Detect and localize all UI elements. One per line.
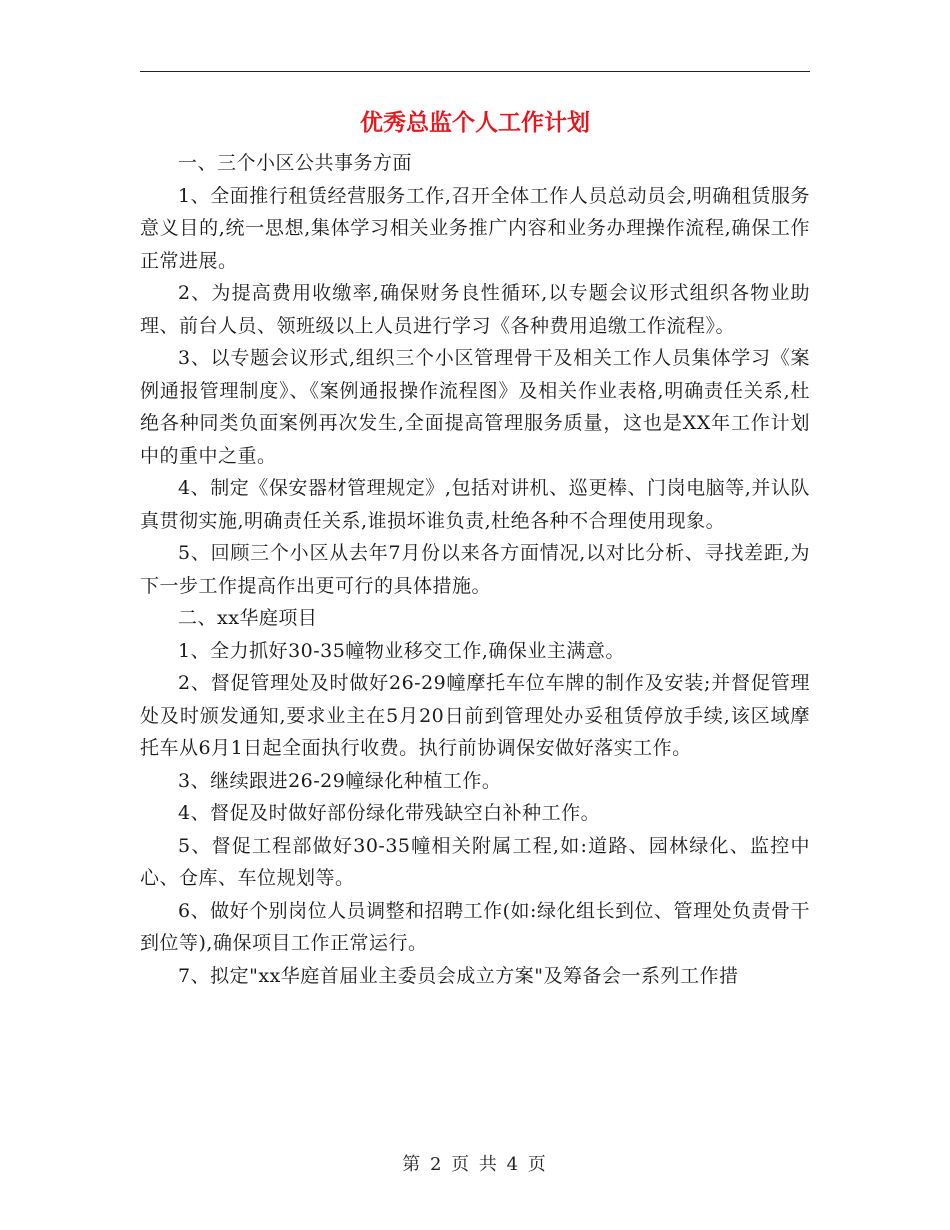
header-rule xyxy=(140,71,810,72)
paragraph: 3、继续跟进26-29幢绿化种植工作。 xyxy=(178,769,502,792)
section-heading-2: 二、xx华庭项目 xyxy=(178,607,318,629)
paragraph: 2、为提高费用收缴率,确保财务良性循环,以专题会议形式组织各物业助理、前台人员、领班级以上人员进行学习《各种费用追缴工作流程》。 xyxy=(140,282,810,337)
paragraph: 4、制定《保安器材管理规定》,包括对讲机、巡更棒、门岗电脑等,并认队真贯彻实施,明确责任关系,谁损坏谁负责,杜绝各种不合理使用现象。 xyxy=(140,477,810,532)
paragraph: 5、回顾三个小区从去年7月份以来各方面情况,以对比分析、寻找差距,为下一步工作提高作出更可行的具体措施。 xyxy=(140,542,810,597)
section-heading-1: 一、三个小区公共事务方面 xyxy=(178,152,413,174)
paragraph: 1、全力抓好30-35幢物业移交工作,确保业主满意。 xyxy=(178,639,625,662)
paragraph: 3、以专题会议形式,组织三个小区管理骨干及相关工作人员集体学习《案例通报管理制度》、《案例通报操作流程图》及相关作业表格,明确责任关系,杜绝各种同类负面案例再次发生,全面提高管理服务质量，这也是XX年工作计划中的重中之重。 xyxy=(140,347,810,467)
paragraph: 6、做好个别岗位人员调整和招聘工作(如:绿化组长到位、管理处负责骨干到位等),确保项目工作正常运行。 xyxy=(140,899,810,954)
document-body xyxy=(140,147,810,992)
paragraph: 7、拟定"xx华庭首届业主委员会成立方案"及筹备会一系列工作措 xyxy=(178,964,739,987)
paragraph: 2、督促管理处及时做好26-29幢摩托车位车牌的制作及安装;并督促管理处及时颁发通知,要求业主在5月20日前到管理处办妥租赁停放手续,该区域摩托车从6月1日起全面执行收费。执行前协调保安做好落实工作。 xyxy=(140,672,810,759)
document-title: 优秀总监个人工作计划 xyxy=(360,110,590,136)
paragraph: 5、督促工程部做好30-35幢相关附属工程,如:道路、园林绿化、监控中心、仓库、车位规划等。 xyxy=(140,834,810,889)
page-number-footer: 第 2 页 共 4 页 xyxy=(402,1154,548,1175)
paragraph: 4、督促及时做好部份绿化带残缺空白补种工作。 xyxy=(178,802,601,824)
paragraph: 1、全面推行租赁经营服务工作,召开全体工作人员总动员会,明确租赁服务意义目的,统一思想,集体学习相关业务推广内容和业务办理操作流程,确保工作正常进展。 xyxy=(140,184,810,272)
